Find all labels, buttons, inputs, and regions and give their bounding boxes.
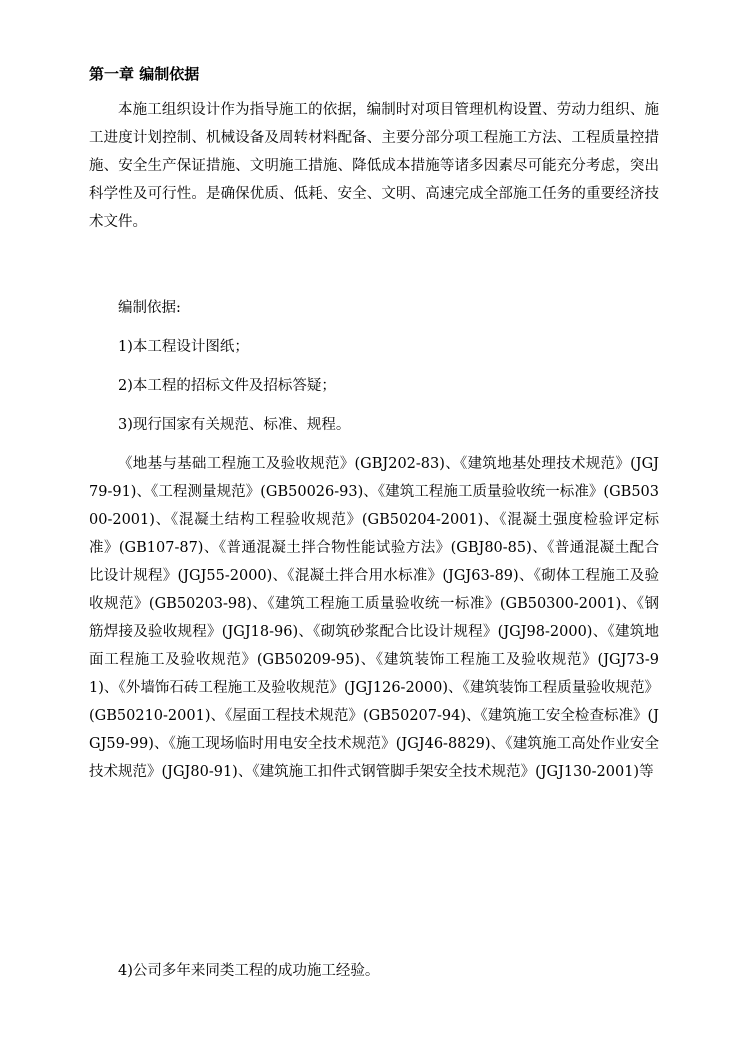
chapter-title: 第一章 编制依据	[89, 65, 200, 83]
intro-paragraph: 本施工组织设计作为指导施工的依据，编制时对项目管理机构设置、劳动力组织、施工进度计划控制、机械设备及周转材料配备、主要分部分项工程施工方法、工程质量控措施、安全生产保证措施、文明施工措施、降低成本措施等诸多因素尽可能充分考虑，突出科学性及可行性。是确保优质、低耗、安全、文明、高速完成全部施工任务的重要经济技术文件。	[89, 102, 659, 230]
basis-item-4: 4)公司多年来同类工程的成功施工经验。	[118, 963, 380, 979]
basis-item-1: 1)本工程设计图纸；	[118, 339, 249, 355]
basis-label: 编制依据:	[118, 300, 181, 316]
basis-item-3: 3)现行国家有关规范、标准、规程。	[118, 417, 351, 433]
basis-item-2: 2)本工程的招标文件及招标答疑；	[118, 378, 336, 394]
standards-list-paragraph: 《地基与基础工程施工及验收规范》(GBJ202-83)、《建筑地基处理技术规范》(JGJ79-91)、《工程测量规范》(GB50026-93)、《建筑工程施工质量验收统一标准》(GB50300-2001)、《混凝土结构工程验收规范》(GB50204-2001)、《混凝土强度检验评定标准》(GB107-87)、《普通混凝土拌合物性能试验方法》(GBJ80-85)、《普通混凝土配合比设计规程》(JGJ55-2000)、《混凝土拌合用水标准》(JGJ63-89)、《砌体工程施工及验收规范》(GB50203-98)、《建筑工程施工质量验收统一标准》(GB50300-2001)、《钢筋焊接及验收规程》(JGJ18-96)、《砌筑砂浆配合比设计规程》(JGJ98-2000)、《建筑地面工程施工及验收规范》(GB50209-95)、《建筑装饰工程施工及验收规范》(JGJ73-91)、《外墙饰石砖工程施工及验收规范》(JGJ126-2000)、《建筑装饰工程质量验收规范》(GB50210-2001)、《屋面工程技术规范》(GB50207-94)、《建筑施工安全检查标准》(JGJ59-99)、《施工现场临时用电安全技术规范》(JGJ46-8829)、《建筑施工高处作业安全技术规范》(JGJ80-91)、《建筑施工扣件式钢管脚手架安全技术规范》(JGJ130-2001)等	[89, 456, 659, 780]
